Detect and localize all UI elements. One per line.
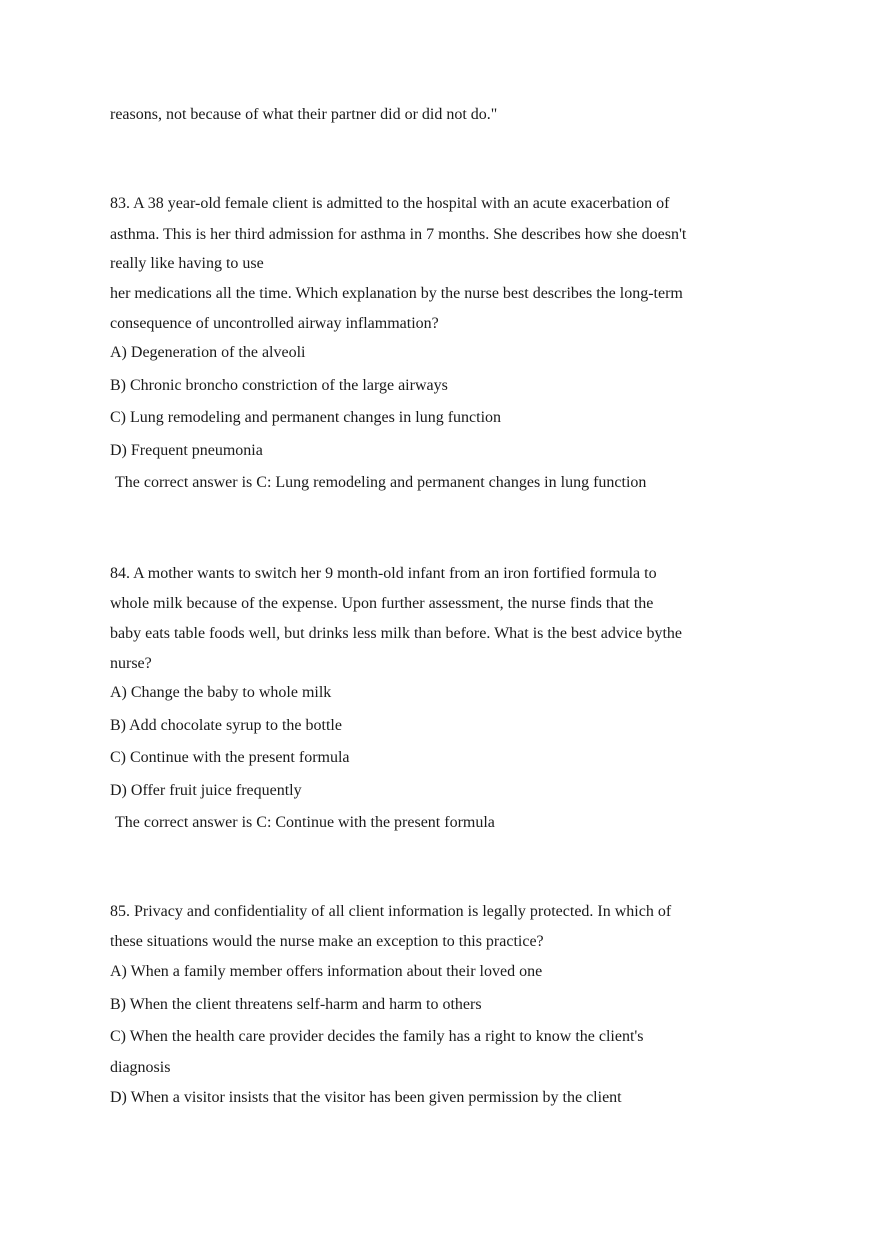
question-84-option-c: C) Continue with the present formula [110, 749, 350, 766]
question-83-answer: The correct answer is C: Lung remodeling and permanent changes in lung function [115, 474, 647, 491]
question-83-option-a: A) Degeneration of the alveoli [110, 344, 306, 361]
continuation-text: reasons, not because of what their partner did or did not do." [110, 106, 498, 123]
question-85-option-d: D) When a visitor insists that the visitor has been given permission by the client [110, 1089, 622, 1106]
question-84-stem-line: nurse? [110, 655, 152, 672]
question-83-stem-line: her medications all the time. Which explanation by the nurse best describes the long-term [110, 285, 683, 302]
question-83-option-c: C) Lung remodeling and permanent changes in lung function [110, 409, 502, 426]
question-83-option-b: B) Chronic broncho constriction of the large airways [110, 377, 448, 394]
question-85-option-a: A) When a family member offers information about their loved one [110, 963, 543, 980]
question-83-stem-line: 83. A 38 year-old female client is admitted to the hospital with an acute exacerbation of [110, 195, 670, 212]
question-83-stem-line: consequence of uncontrolled airway inflammation? [110, 315, 439, 332]
question-84-option-b: B) Add chocolate syrup to the bottle [110, 717, 342, 734]
question-84-answer: The correct answer is C: Continue with the present formula [115, 814, 495, 831]
question-84-option-a: A) Change the baby to whole milk [110, 684, 332, 701]
question-83-option-d: D) Frequent pneumonia [110, 442, 263, 459]
question-85-stem-line: these situations would the nurse make an exception to this practice? [110, 933, 544, 950]
question-84-option-d: D) Offer fruit juice frequently [110, 782, 302, 799]
question-85-option-b: B) When the client threatens self-harm and harm to others [110, 996, 482, 1013]
question-85-option-c-continued: diagnosis [110, 1059, 171, 1076]
question-83-stem-line: asthma. This is her third admission for asthma in 7 months. She describes how she doesn't [110, 226, 687, 243]
question-84-stem-line: baby eats table foods well, but drinks less milk than before. What is the best advice bythe [110, 625, 683, 642]
question-85-stem-line: 85. Privacy and confidentiality of all client information is legally protected. In which of [110, 903, 672, 920]
question-85-option-c: C) When the health care provider decides the family has a right to know the client's [110, 1028, 644, 1045]
question-83-stem-line: really like having to use [110, 255, 264, 272]
question-84-stem-line: whole milk because of the expense. Upon further assessment, the nurse finds that the [110, 595, 654, 612]
question-84-stem-line: 84. A mother wants to switch her 9 month-old infant from an iron fortified formula to [110, 565, 657, 582]
